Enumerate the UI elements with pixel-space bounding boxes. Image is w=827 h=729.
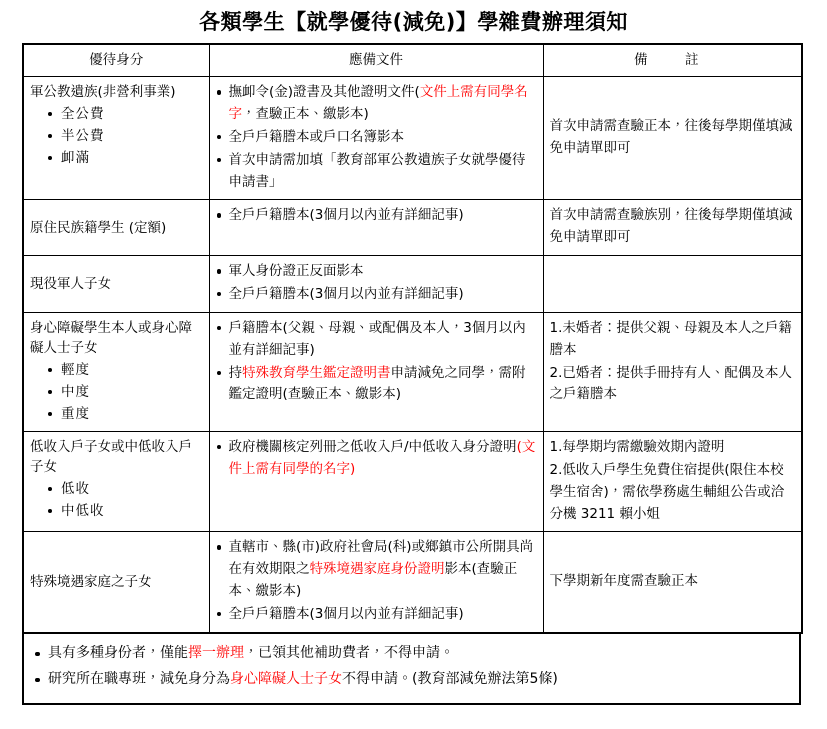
plain-text: 直轄市、縣(市)政府社會局(科)或鄉鎮市公所開具尚在有效期限之 <box>228 539 534 578</box>
document-item <box>216 205 537 227</box>
table-row <box>23 312 802 431</box>
cell-remarks <box>543 256 802 313</box>
footer-note <box>34 667 789 693</box>
cell-category <box>23 431 209 531</box>
document-item <box>216 261 537 283</box>
plain-text: 申請減免之同學，需附鑑定證明(查驗正本、繳影本) <box>228 364 526 403</box>
category-subitem: 輕度 <box>48 360 203 382</box>
category-title: 特殊境遇家庭之子女 <box>30 573 152 590</box>
remark-list <box>550 205 796 249</box>
document-list <box>216 261 537 306</box>
document-list <box>216 318 537 406</box>
document-item <box>216 284 537 306</box>
category-subitem: 中低收 <box>48 501 203 523</box>
category-title: 原住民族籍學生 (定額) <box>30 219 167 236</box>
category-title: 身心障礙學生本人或身心障礙人士子女 <box>30 319 192 357</box>
cell-documents <box>209 77 543 200</box>
remark-item: 下學期新年度需查驗正本 <box>549 572 698 589</box>
remark-list <box>550 116 796 160</box>
document-item <box>216 150 537 194</box>
document-item <box>216 363 537 407</box>
category-subitem-list <box>30 360 203 426</box>
remark-item: 首次申請需查驗正本，往後每學期僅填減免申請單即可 <box>549 117 793 156</box>
document-item <box>216 82 537 126</box>
cell-documents <box>209 256 543 313</box>
cell-category <box>23 312 209 431</box>
remark-list <box>550 571 796 593</box>
highlighted-text: 特殊境遇家庭身份證明 <box>309 561 445 578</box>
table-body <box>23 77 802 633</box>
cell-documents <box>209 312 543 431</box>
document-list <box>216 437 537 481</box>
plain-text: 全戶戶籍謄本或戶口名簿影本 <box>228 128 404 145</box>
remark-item: 2.低收入戶學生免費住宿提供(限住本校學生宿舍)，需依學務處生輔組公告或洽分機 3211 賴小姐 <box>549 461 785 522</box>
table-container <box>22 43 801 634</box>
plain-text: 撫卹令(金)證書及其他證明文件( <box>228 84 420 101</box>
document-item <box>216 318 537 362</box>
cell-category <box>23 256 209 313</box>
document-item <box>216 604 537 626</box>
plain-text: ，查驗正本、繳影本) <box>242 105 369 122</box>
category-subitem: 半公費 <box>48 126 203 148</box>
document-list <box>216 537 537 625</box>
footer-notes-box <box>22 634 801 705</box>
plain-text: 影本(查驗正本、繳影本) <box>228 561 518 600</box>
column-header-category: 優待身分 <box>23 44 209 76</box>
table-row <box>23 431 802 531</box>
document-item <box>216 127 537 149</box>
cell-remarks <box>543 200 802 256</box>
category-title: 低收入戶子女或中低收入戶子女 <box>30 438 192 476</box>
tuition-waiver-table <box>22 43 803 634</box>
plain-text: ，已領其他補助費者，不得申請。 <box>244 644 454 661</box>
category-title: 軍公教遺族(非營利事業) <box>30 84 176 101</box>
cell-documents <box>209 532 543 633</box>
header-row <box>23 44 802 76</box>
remark-item: 1.未婚者：提供父親、母親及本人之戶籍謄本 <box>549 319 792 358</box>
footer-note <box>34 641 789 667</box>
highlighted-text: 特殊教育學生鑑定證明書 <box>242 364 391 381</box>
category-subitem: 全公費 <box>48 104 203 126</box>
table-header <box>23 44 802 76</box>
plain-text: 戶籍謄本(父親、母親、或配偶及本人，3個月以內並有詳細記事) <box>228 319 526 358</box>
document-list <box>216 82 537 193</box>
plain-text: 軍人身份證正反面影本 <box>228 263 364 280</box>
table-row <box>23 532 802 633</box>
category-subitem-list <box>30 104 203 170</box>
column-header-remarks: 備 註 <box>543 44 802 76</box>
cell-remarks <box>543 532 802 633</box>
page-title: 各類學生【就學優待(減免)】學雜費辦理須知 <box>199 10 628 34</box>
table-row <box>23 256 802 313</box>
category-subitem: 卹滿 <box>48 148 203 170</box>
document-item <box>216 437 537 481</box>
plain-text: 全戶戶籍謄本(3個月以內並有詳細記事) <box>228 285 464 302</box>
plain-text: 不得申請。(教育部減免辦法第5條) <box>342 670 558 687</box>
table-row <box>23 200 802 256</box>
plain-text: 研究所在職專班，減免身分為 <box>48 670 230 687</box>
highlighted-text: 文件上需有同學名字 <box>228 84 528 122</box>
plain-text: 持 <box>228 364 242 381</box>
highlighted-text: (文件上需有同學的名字) <box>228 438 536 477</box>
category-subitem: 重度 <box>48 404 203 426</box>
cell-documents <box>209 200 543 256</box>
document-list <box>216 205 537 227</box>
cell-category <box>23 532 209 633</box>
highlighted-text: 擇一辦理 <box>188 644 244 661</box>
category-subitem-list <box>30 479 203 523</box>
plain-text: 全戶戶籍謄本(3個月以內並有詳細記事) <box>228 207 464 224</box>
document-item <box>216 537 537 603</box>
plain-text: 首次申請需加填「教育部軍公教遺族子女就學優待申請書」 <box>228 151 526 190</box>
remark-item: 2.已婚者：提供手冊持有人、配偶及本人之戶籍謄本 <box>549 364 792 403</box>
cell-category <box>23 200 209 256</box>
cell-category <box>23 77 209 200</box>
cell-remarks <box>543 431 802 531</box>
cell-documents <box>209 431 543 531</box>
category-subitem: 中度 <box>48 382 203 404</box>
highlighted-text: 身心障礙人士子女 <box>230 670 342 687</box>
cell-remarks <box>543 312 802 431</box>
remark-item: 首次申請需查驗族別，往後每學期僅填減免申請單即可 <box>549 207 793 246</box>
plain-text: 政府機關核定列冊之低收入戶/中低收入身分證明 <box>228 438 517 455</box>
remark-list <box>550 437 796 525</box>
category-subitem: 低收 <box>48 479 203 501</box>
remark-item: 1.每學期均需繳驗效期內證明 <box>549 438 725 455</box>
category-title: 現役軍人子女 <box>30 275 111 292</box>
footer-notes-list <box>34 641 789 693</box>
table-row <box>23 77 802 200</box>
plain-text: 全戶戶籍謄本(3個月以內並有詳細記事) <box>228 605 464 622</box>
plain-text: 具有多種身份者，僅能 <box>48 644 188 661</box>
column-header-documents: 應備文件 <box>209 44 543 76</box>
remark-list <box>550 318 796 406</box>
cell-remarks <box>543 77 802 200</box>
